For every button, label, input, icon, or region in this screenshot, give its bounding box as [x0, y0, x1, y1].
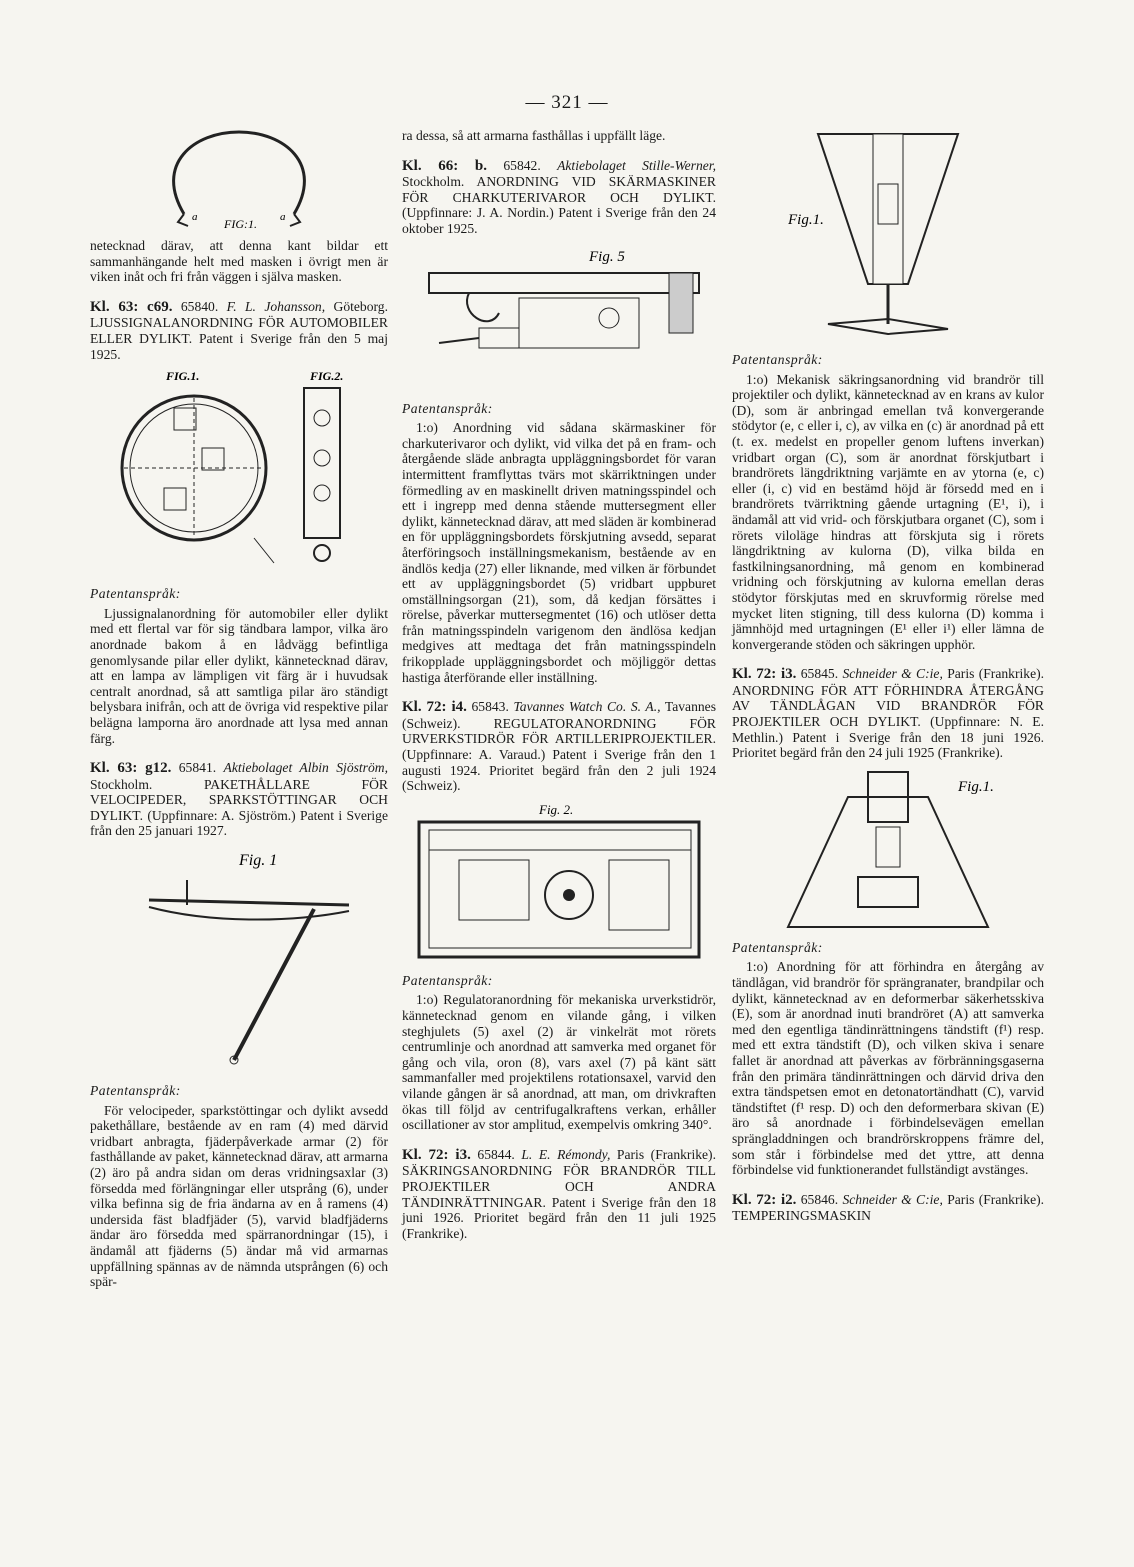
- patent-number: 65840.: [180, 298, 219, 314]
- class-label: Kl. 66: b.: [402, 157, 488, 174]
- figure-mask-label: FIG:1.: [224, 217, 257, 231]
- patent-number: 65843.: [471, 699, 509, 715]
- applicant: L. E. Rémondy,: [521, 1146, 611, 1162]
- figure-slicer: [409, 243, 709, 393]
- claim-65841: För velocipeder, sparkstöttingar och dylikt avsedd pakethållare, bestående av en ram (4) med därvid vridbart anbragta, fjäderpåverkade armar (2) för fasthållande av paket, kännetecknad därav, att armarna (2) äro på andra sidan om deras vridningsaxlar (3) försedda med förlängningar eller utsprång (6), under vilka befinna sig de fria ändarna av en å ramens (4) undersida fäst bladfjäder (5), varvid bladfjäderns ändar äro försedda med spärranordningar (15), i ändamål att fjäderns (5) ändar må vid armarnas uppfällning spännas av de nämnda utsprången (6) och spär-: [90, 1102, 388, 1290]
- entry-text: Paris (Frankrike). SÄKRINGSANORDNING FÖR BRANDRÖR TILL PROJEKTILER OCH ANDRA TÄNDINRÄTTNINGAR. Patent i Sverige från den 18 juni 1926. Prioritet begärd från den 11 juli 1925 (Frankrike).: [402, 1146, 716, 1241]
- class-label: Kl. 63: g12.: [90, 760, 172, 777]
- column-3: [732, 120, 1044, 1230]
- claim-65840: Ljussignalanordning för automobiler eller dylikt med ett flertal var för sig tändbara lampor, vilka äro anordnade bakom å en lådvägg befintliga genomlysande pilar eller dylikt, kännetecknad därav, att en lampa av lämpligen vit färg är i huvudsak centralt anordnad, så att samtliga pilar äro ständigt belysbara inifrån, och att de övriga vid respektive pilar belägna lamporna äro anordnade att lysa med annan färg.: [90, 605, 388, 746]
- figure-slicer-label: Fig. 5: [589, 248, 625, 265]
- figure-fuse-2: [758, 767, 1018, 932]
- entry-text: Paris (Frankrike). ANORDNING FÖR ATT FÖRHINDRA ÅTERGÅNG AV TÄNDLÅGAN VID BRANDRÖR FÖR PROJEKTILER OCH DYLIKT. (Uppfinnare: N. E. Methlin.) Patent i Sverige från den 18 juni 1926. Prioritet begärd från den 24 juli 1925 (Frankrike).: [732, 666, 1045, 761]
- applicant: Aktiebolaget Stille-Werner,: [557, 157, 716, 173]
- class-label: Kl. 72: i4.: [402, 699, 467, 716]
- patent-number: 65846.: [800, 1191, 839, 1207]
- entry-65843: [402, 699, 716, 794]
- paragraph-mask: netecknad därav, att denna kant bildar ett sammanhängande helt med masken i övrigt men är viken inåt och fri från väggen i själva masken.: [90, 238, 388, 285]
- applicant: Tavannes Watch Co. S. A.,: [513, 699, 661, 715]
- patent-number: 65842.: [503, 157, 541, 173]
- figure-mask: [154, 124, 324, 234]
- figure-clockwork-label: Fig. 2.: [539, 801, 574, 817]
- paragraph-continued: ra dessa, så att armarna fasthållas i uppfällt läge.: [402, 128, 666, 143]
- claim-65844: 1:o) Mekanisk säkringsanordning vid brandrör till projektiler och dylikt, kännetecknad av en krans av kulor (D), som är anbringad emellan två konvergerande stödytor (e, c eller i, c), av vilka en (c) är anordnad på ett (t. ex. medelst en propeller genom luftens inverkan) vridbart organ (C), som är anordnat förskjutbart i brandrörets längdriktning varjämte en av ytorna (e, c) eller (i, c) vid en bestämd höjd är försedd med en i brandrörets tvärriktning gående urtagning (E¹, i), i ändamål att vid vrid- och förskjutbara organet (C), som i rörets viloläge hindras att förskjuta sig i rörets längdriktning av kulorna (D), vilka bilda en fastkilningsanordning, må genom en kombinerad vridning och förskjutning av kulorna emellan deras stödytor förskjutas med en skruvformig rörelse med mycket liten stigning, till dess kulorna (D) komma i jämnhöjd med urtagningen (E¹ eller i¹) eller lämna de konvergerande stöden och säkringen upphör.: [732, 371, 1044, 652]
- applicant: F. L. Johansson,: [226, 298, 326, 314]
- page-number: — 321 —: [525, 92, 609, 113]
- applicant: Schneider & C:ie,: [842, 666, 943, 682]
- figure-lamp-fig2: FIG.2.: [310, 369, 344, 384]
- entry-text: Paris (Frankrike). TEMPERINGSMASKIN: [732, 1191, 1045, 1224]
- entry-65840: [90, 299, 388, 362]
- entry-text: Stockholm. PAKETHÅLLARE FÖR VELOCIPEDER, SPARKSTÖTTINGAR OCH DYLIKT. (Uppfinnare: A. Sjöström.) Patent i Sverige från den 25 januari 1927.: [90, 776, 388, 839]
- figure-fuse-2-label: Fig.1.: [958, 778, 994, 795]
- class-label: Kl. 63: c69.: [90, 298, 173, 315]
- claim-title-65840: Patentanspråk:: [90, 586, 181, 602]
- entry-text: Tavannes (Schweiz). REGULATORANORDNING FÖR URVERKSTIDRÖR FÖR ARTILLERIPROJEKTILER. (Uppfinnare: A. Varaud.) Patent i Sverige från den 1 augusti 1924. Prioritet begärd från den 2 juli 1924 (Schweiz).: [402, 699, 716, 794]
- applicant: Aktiebolaget Albin Sjöström,: [223, 760, 388, 776]
- entry-65842: [402, 158, 716, 237]
- class-label: Kl. 72: i3.: [402, 1146, 471, 1163]
- claim-title-65844: Patentanspråk:: [732, 352, 823, 367]
- entry-65844: [402, 1147, 716, 1242]
- entry-65846: [732, 1192, 1044, 1224]
- entry-text: Stockholm. ANORDNING VID SKÄRMASKINER FÖR CHARKUTERIVAROR OCH DYLIKT. (Uppfinnare: J. A. Nordin.) Patent i Sverige från den 24 oktober 1925.: [402, 174, 716, 236]
- entry-65841: [90, 760, 388, 839]
- claim-65845: 1:o) Anordning för att förhindra en återgång av tändlågan, vid brandrör för sprängranater, brandpilar och dylikt, kännetecknad av en deformerbar säkerhetsskiva (E), som är anordnad inuti brandröret (A) att samverka med den egentliga tändinrättningens tändstift (f¹) resp. med ett extra tändstift (D), och vilken skiva i senare fallet är anordnad att påverkas av förbränningsgaserna från den primära tändinrättningen och därvid driva den extra tändspetsen emot en detonatortändhatt (C), varvid tändstiftet (f¹ resp. D) och den deformerbara skivan (E) äro så anordnade i förbindelsevägen emellan sprängladdningen och brandrörskroppens främre del, som står i förbindelse med det yttre, att denna förbindelse vid funktionerandet fullständigt avstänges.: [732, 959, 1044, 1178]
- figure-mask-a-right: a: [280, 211, 286, 223]
- claim-title-65841: Patentanspråk:: [90, 1083, 181, 1099]
- figure-fuse-1: [788, 124, 988, 344]
- class-label: Kl. 72: i2.: [732, 1191, 797, 1208]
- patent-number: 65844.: [477, 1146, 515, 1162]
- figure-lamp: [104, 368, 374, 578]
- patent-number: 65845.: [800, 666, 839, 682]
- claim-title-65843: Patentanspråk:: [402, 972, 493, 988]
- figure-mask-a-left: a: [192, 211, 198, 223]
- figure-clockwork: [409, 800, 709, 965]
- claim-65843: 1:o) Regulatoranordning för mekaniska urverkstidrör, kännetecknad genom en vilande gång, i vilken steghjulets (5) axel (2) är vinkelrät mot rörets centrumlinje och anordnad att samverka med organet för gång och vila, oron (8), vars axel (7) på känt sätt sammanfaller med projektilens rotationsaxel, varvid den vilande gången är så anordnad, att man, om drivkraften ökas till följd av centrifugalkraftens verkan, erhåller oscillationer av stor amplitud, exempelvis omkring 340°.: [402, 992, 716, 1133]
- figure-lamp-fig1: FIG.1.: [166, 369, 200, 384]
- entry-65845: [732, 666, 1044, 761]
- figure-bike-carrier: [119, 845, 359, 1075]
- class-label: Kl. 72: i3.: [732, 666, 797, 683]
- figure-bike-label: Fig. 1: [239, 852, 278, 870]
- figure-fuse-1-label: Fig.1.: [788, 212, 824, 228]
- column-2: [402, 128, 716, 1247]
- claim-title-65845: Patentanspråk:: [732, 939, 823, 955]
- claim-title-65842: Patentanspråk:: [402, 400, 493, 416]
- applicant: Schneider & C:ie,: [842, 1191, 943, 1207]
- entry-text: Göteborg. LJUSSIGNALANORDNING FÖR AUTOMOBILER ELLER DYLIKT. Patent i Sverige från den 5 maj 1925.: [90, 298, 388, 362]
- patent-number: 65841.: [178, 760, 217, 776]
- column-1: [90, 120, 388, 1296]
- claim-65842: 1:o) Anordning vid sådana skärmaskiner för charkuterivaror och dylikt, vid vilka det på en fram- och återgående släde anbragta uppläggningsbordet för varan intermittent framflyttas tvärs mot skärriktningen under förmedling av en maskinellt driven matningsspindel och ett i ingrepp med denna stående muttersegment eller dylikt, kännetecknad därav, att med släden är kombinerad en för uppläggningsbordets förskjutning avsedd, separat återföringsoch inställningsmekanism, bestående av en ändlös kedja (27) eller liknande, med vilken är förbundet ett av uppläggningsbordet (5) vridbart uppburet omställningsorgan (21), som, då kedjan försättes i rörelse, påverkar muttersegmentet (16) och utlöser detta från matningsspindeln varigenom den ändlösa kedjan medgives att medtaga det från matningsspindeln frikopplade uppläggningsbordet och möjliggör dettas hastiga återförande eller inställning.: [402, 420, 716, 685]
